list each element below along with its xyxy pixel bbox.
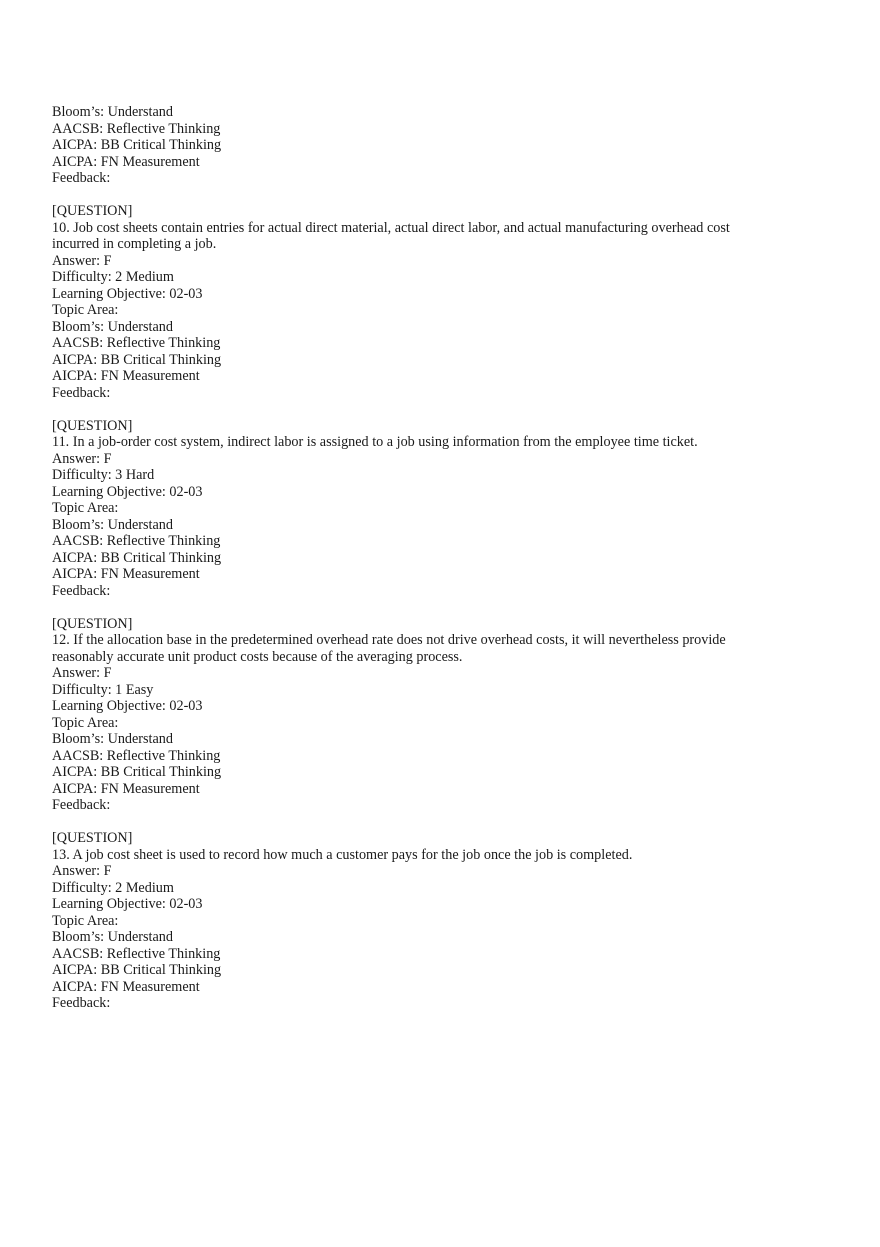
answer-line: Answer: F	[52, 450, 112, 467]
aacsb-line: AACSB: Reflective Thinking	[52, 533, 221, 549]
question-marker: [QUESTION]	[52, 203, 133, 219]
question-block-11	[52, 418, 752, 600]
learning-objective-line: Learning Objective: 02-03	[52, 483, 203, 500]
answer-line: Answer: F	[52, 863, 112, 879]
learning-objective-line: Learning Objective: 02-03	[52, 285, 203, 302]
spacer	[52, 814, 752, 831]
question-block-10	[52, 203, 752, 401]
topic-area-line: Topic Area:	[52, 302, 119, 318]
answer-line: Answer: F	[52, 252, 112, 269]
topic-area-line: Topic Area:	[52, 714, 119, 731]
question-marker: [QUESTION]	[52, 615, 133, 632]
aacsb-line: AACSB: Reflective Thinking	[52, 335, 221, 351]
learning-objective-line: Learning Objective: 02-03	[52, 698, 203, 714]
feedback-line: Feedback:	[52, 170, 111, 186]
aicpa-fn-line: AICPA: FN Measurement	[52, 566, 200, 582]
aicpa-bb-line: AICPA: BB Critical Thinking	[52, 764, 222, 780]
blooms-line: Bloom’s: Understand	[52, 929, 173, 945]
question-block-13	[52, 830, 752, 1012]
difficulty-line: Difficulty: 2 Medium	[52, 879, 174, 896]
learning-objective-line: Learning Objective: 02-03	[52, 896, 203, 912]
blooms-line: Bloom’s: Understand	[52, 731, 173, 747]
feedback-line: Feedback:	[52, 384, 111, 401]
aicpa-bb-line: AICPA: BB Critical Thinking	[52, 549, 222, 566]
difficulty-line: Difficulty: 3 Hard	[52, 467, 155, 483]
question-block-12	[52, 616, 752, 814]
feedback-line: Feedback:	[52, 582, 111, 599]
blooms-line: Bloom’s: Understand	[52, 318, 173, 335]
aicpa-fn-line: AICPA: FN Measurement	[52, 368, 200, 384]
spacer	[52, 187, 752, 204]
difficulty-line: Difficulty: 2 Medium	[52, 269, 174, 285]
aicpa-bb-line: AICPA: BB Critical Thinking	[52, 137, 222, 153]
aicpa-fn-line: AICPA: FN Measurement	[52, 153, 200, 170]
question-text: 10. Job cost sheets contain entries for actual direct material, actual direct labor, and actual manufacturing overhead cost incurred in completing a job.	[52, 219, 730, 252]
question-marker: [QUESTION]	[52, 830, 133, 846]
topic-area-line: Topic Area:	[52, 912, 119, 929]
spacer	[52, 401, 752, 418]
topic-area-line: Topic Area:	[52, 500, 119, 516]
aicpa-bb-line: AICPA: BB Critical Thinking	[52, 351, 222, 368]
aicpa-fn-line: AICPA: FN Measurement	[52, 780, 200, 797]
aicpa-fn-line: AICPA: FN Measurement	[52, 978, 200, 995]
spacer	[52, 599, 752, 616]
feedback-line: Feedback:	[52, 797, 111, 813]
question-text: 13. A job cost sheet is used to record how much a customer pays for the job once the job is completed.	[52, 846, 633, 863]
aacsb-line: AACSB: Reflective Thinking	[52, 747, 221, 764]
aacsb-line: AACSB: Reflective Thinking	[52, 120, 221, 137]
previous-question-tail	[52, 104, 752, 187]
question-marker: [QUESTION]	[52, 417, 133, 434]
difficulty-line: Difficulty: 1 Easy	[52, 681, 154, 698]
blooms-line: Bloom’s: Understand	[52, 104, 173, 120]
aicpa-bb-line: AICPA: BB Critical Thinking	[52, 962, 222, 978]
answer-line: Answer: F	[52, 665, 112, 681]
question-text: 11. In a job-order cost system, indirect labor is assigned to a job using information from the employee time ticket.	[52, 434, 698, 450]
document-page	[52, 104, 752, 1012]
aacsb-line: AACSB: Reflective Thinking	[52, 945, 221, 962]
blooms-line: Bloom’s: Understand	[52, 516, 173, 533]
question-text: 12. If the allocation base in the predetermined overhead rate does not drive overhead costs, it will nevertheless provide reasonably accurate unit product costs because of the averaging process.	[52, 632, 726, 665]
feedback-line: Feedback:	[52, 995, 111, 1011]
